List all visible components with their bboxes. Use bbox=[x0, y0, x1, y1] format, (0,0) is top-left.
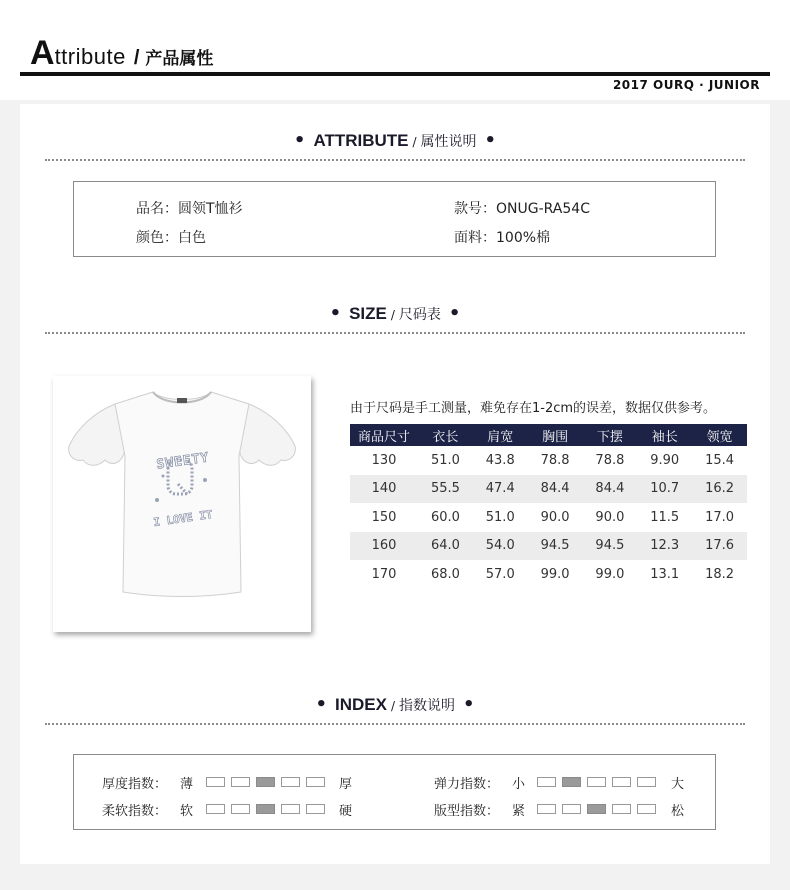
print-text-bottom: I LOVE IT bbox=[152, 507, 214, 530]
col-header: 领宽 bbox=[692, 424, 747, 446]
table-cell: 140 bbox=[350, 475, 418, 504]
table-row bbox=[350, 475, 747, 504]
attr-name: 品名：圆领T恤衫 bbox=[136, 201, 243, 217]
table-cell: 55.5 bbox=[418, 475, 473, 504]
tshirt-illustration bbox=[53, 376, 311, 632]
table-cell: 94.5 bbox=[582, 532, 637, 561]
scale-segment bbox=[587, 777, 606, 787]
scale-segment bbox=[637, 777, 656, 787]
scale-segment bbox=[306, 777, 325, 787]
attribute-title-en: ATTRIBUTE bbox=[313, 131, 409, 150]
table-cell: 84.4 bbox=[582, 475, 637, 504]
table-cell: 17.0 bbox=[705, 509, 735, 525]
table-cell: 51.0 bbox=[485, 509, 515, 525]
table-cell: 54.0 bbox=[473, 532, 528, 561]
table-cell: 11.5 bbox=[650, 509, 680, 525]
table-cell: 17.6 bbox=[692, 532, 747, 561]
fit-low: 紧 bbox=[512, 804, 526, 819]
attribute-title-cn: 属性说明 bbox=[420, 134, 477, 150]
fit-label: 版型指数： bbox=[434, 804, 500, 819]
table-cell: 15.4 bbox=[705, 452, 735, 468]
col-header: 胸围 bbox=[528, 424, 583, 446]
scale-segment bbox=[587, 804, 606, 814]
table-cell: 78.8 bbox=[595, 452, 625, 468]
attribute-box bbox=[73, 181, 716, 257]
scale-segment bbox=[281, 804, 300, 814]
attribute-section-title bbox=[20, 130, 770, 151]
table-cell: 64.0 bbox=[418, 532, 473, 561]
dotted-divider bbox=[45, 332, 745, 334]
attr-style-no: 款号：ONUG-RA54C bbox=[454, 201, 590, 217]
table-cell: 43.8 bbox=[485, 452, 515, 468]
softness-high: 硬 bbox=[339, 804, 353, 819]
header-title-initial: A bbox=[30, 34, 55, 72]
title-slash: / bbox=[390, 699, 395, 713]
col-header: 肩宽 bbox=[473, 424, 528, 446]
scale-segment bbox=[206, 777, 225, 787]
dotted-divider bbox=[45, 723, 745, 725]
page-header bbox=[0, 0, 790, 100]
bullet-icon: • bbox=[315, 694, 327, 715]
col-header: 衣长 bbox=[418, 424, 473, 446]
scale-segment bbox=[231, 804, 250, 814]
scale-segment bbox=[281, 777, 300, 787]
size-section-title bbox=[20, 303, 770, 324]
scale-segment bbox=[637, 804, 656, 814]
table-cell: 16.2 bbox=[692, 475, 747, 504]
table-cell: 130 bbox=[371, 452, 397, 468]
table-cell: 9.90 bbox=[650, 452, 680, 468]
col-header: 袖长 bbox=[637, 424, 692, 446]
scale-segment bbox=[256, 777, 275, 787]
fit-scale bbox=[537, 804, 656, 814]
table-cell: 84.4 bbox=[528, 475, 583, 504]
size-table bbox=[350, 424, 747, 589]
table-cell: 78.8 bbox=[540, 452, 570, 468]
header-title-rest: ttribute bbox=[54, 44, 126, 69]
table-cell: 160 bbox=[350, 532, 418, 561]
scale-segment bbox=[256, 804, 275, 814]
table-cell: 57.0 bbox=[485, 566, 515, 582]
elasticity-scale bbox=[537, 777, 656, 787]
thickness-low: 薄 bbox=[180, 777, 194, 792]
scale-segment bbox=[231, 777, 250, 787]
product-image bbox=[53, 376, 311, 632]
attr-fabric: 面料：100%棉 bbox=[454, 230, 551, 246]
elasticity-label: 弹力指数： bbox=[434, 777, 500, 792]
table-cell: 51.0 bbox=[430, 452, 460, 468]
table-cell: 18.2 bbox=[705, 566, 735, 582]
table-cell: 68.0 bbox=[430, 566, 460, 582]
scale-segment bbox=[612, 777, 631, 787]
scale-segment bbox=[537, 777, 556, 787]
table-cell: 99.0 bbox=[595, 566, 625, 582]
table-cell: 94.5 bbox=[528, 532, 583, 561]
table-row bbox=[350, 446, 747, 475]
size-note: 由于尺码是手工测量，难免存在1-2cm的误差，数据仅供参考。 bbox=[350, 401, 717, 416]
bullet-icon: • bbox=[484, 130, 497, 151]
elasticity-high: 大 bbox=[671, 777, 685, 792]
softness-scale bbox=[206, 804, 325, 814]
thickness-scale bbox=[206, 777, 325, 787]
table-cell: 99.0 bbox=[540, 566, 570, 582]
header-slash: / bbox=[133, 47, 140, 69]
table-cell: 150 bbox=[371, 509, 397, 525]
table-row bbox=[350, 560, 747, 589]
table-row bbox=[350, 503, 747, 532]
scale-segment bbox=[537, 804, 556, 814]
size-table-header bbox=[350, 424, 747, 446]
bullet-icon: • bbox=[329, 303, 342, 324]
scale-segment bbox=[562, 804, 581, 814]
bullet-icon: • bbox=[448, 303, 461, 324]
table-cell: 90.0 bbox=[540, 509, 570, 525]
table-cell: 60.0 bbox=[430, 509, 460, 525]
index-box bbox=[73, 754, 716, 830]
scale-segment bbox=[206, 804, 225, 814]
table-cell: 13.1 bbox=[650, 566, 680, 582]
bullet-icon: • bbox=[463, 694, 475, 715]
title-slash: / bbox=[412, 135, 417, 149]
softness-label: 柔软指数： bbox=[102, 804, 168, 819]
attr-color: 颜色：白色 bbox=[136, 230, 206, 246]
table-row bbox=[350, 532, 747, 561]
brand-tag: 2017 OURQ · JUNIOR bbox=[612, 78, 760, 92]
size-title-en: SIZE bbox=[349, 304, 387, 323]
scale-segment bbox=[612, 804, 631, 814]
softness-low: 软 bbox=[180, 804, 194, 819]
col-header: 商品尺寸 bbox=[350, 424, 418, 446]
thickness-high: 厚 bbox=[339, 777, 353, 792]
thickness-label: 厚度指数： bbox=[102, 777, 168, 792]
index-title-en: INDEX bbox=[334, 695, 387, 714]
col-header: 下摆 bbox=[582, 424, 637, 446]
header-title bbox=[30, 34, 213, 73]
fit-high: 松 bbox=[671, 804, 685, 819]
scale-segment bbox=[562, 777, 581, 787]
table-cell: 90.0 bbox=[595, 509, 625, 525]
bullet-icon: • bbox=[293, 130, 306, 151]
content-card bbox=[20, 104, 770, 864]
scale-segment bbox=[306, 804, 325, 814]
table-cell: 47.4 bbox=[473, 475, 528, 504]
size-title-cn: 尺码表 bbox=[398, 307, 441, 323]
header-title-cn: 产品属性 bbox=[145, 49, 214, 68]
print-text-top: SWEETY bbox=[155, 450, 211, 473]
table-cell: 170 bbox=[371, 566, 397, 582]
table-cell: 12.3 bbox=[637, 532, 692, 561]
title-slash: / bbox=[390, 308, 395, 322]
index-title-cn: 指数说明 bbox=[399, 698, 455, 714]
dotted-divider bbox=[45, 159, 745, 161]
table-cell: 10.7 bbox=[637, 475, 692, 504]
index-section-title bbox=[20, 694, 770, 715]
elasticity-low: 小 bbox=[512, 777, 526, 792]
header-divider bbox=[20, 72, 770, 76]
